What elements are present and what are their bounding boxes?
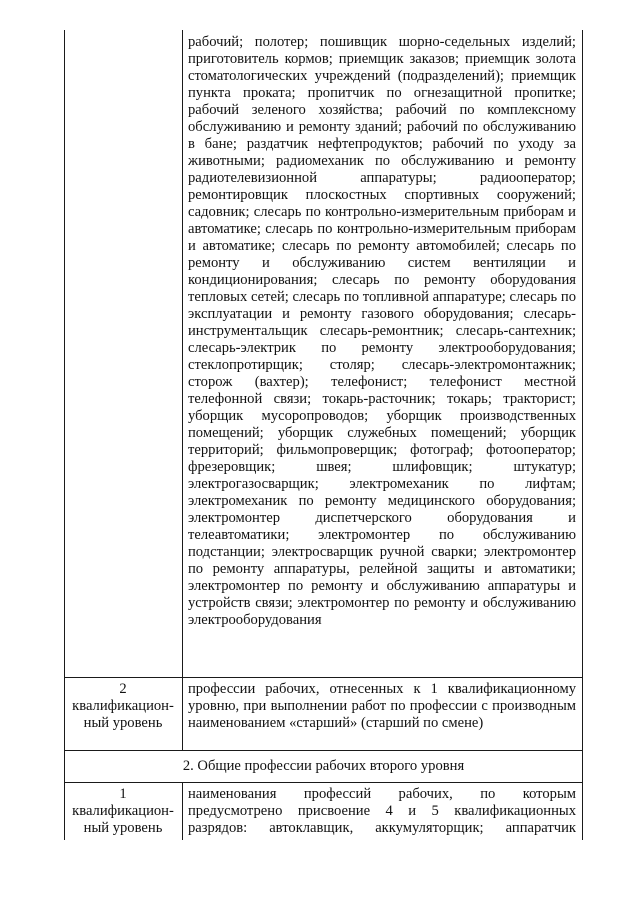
section-header: 2. Общие профессии рабочих второго уровня [182, 758, 465, 774]
row2-level-number: 2 [119, 681, 127, 697]
row2-level-label-2: ный уровень [83, 715, 163, 731]
row2-qualification-level [66, 681, 180, 732]
row3-professions-text: наименования профессий рабочих, по которым предусмотрено присвоение 4 и 5 квалификационных разрядов: автоклавщик, аккумуляторщик; аппаратчик [188, 786, 576, 836]
row3-level-label-2: ный уровень [83, 820, 163, 836]
row2-level-label-1: квалификацион- [72, 698, 174, 714]
row3-level-number: 1 [119, 786, 127, 802]
row-divider-3 [64, 782, 583, 783]
row3-qualification-level [66, 786, 180, 837]
table-left-border [64, 30, 65, 840]
row-divider-1 [64, 677, 583, 678]
row-divider-2 [64, 750, 583, 751]
row2-professions-text: профессии рабочих, отнесенных к 1 квалификационному уровню, при выполнении работ по профессии с производным наименованием «старший» (старший по смене) [188, 681, 576, 731]
row3-level-label-1: квалификацион- [72, 803, 174, 819]
column-divider-bottom [182, 782, 183, 840]
row1-professions-text: рабочий; полотер; пошивщик шорно-седельных изделий; приготовитель кормов; приемщик заказов; приемщик золота стоматологических учреждений (подразделений); приемщик пункта проката; пропитчик по огнезащитной пропитке; рабочий зеленого хозяйства; рабочий по комплексному обслуживанию и ремонту зданий; рабочий по обслуживанию в бане; раздатчик нефтепродуктов; рабочий по уходу за животными; радиомеханик по обслуживанию и ремонту радиотелевизионной аппаратуры; радиооператор; ремонтировщик плоскостных спортивных сооружений; садовник; слесарь по контрольно-измерительным приборам и автоматике; слесарь по контрольно-измерительным приборам и автоматике; слесарь по ремонту автомобилей; слесарь по ремонту и обслуживанию систем вентиляции и кондиционирования; слесарь по ремонту оборудования тепловых сетей; слесарь по топливной аппаратуре; слесарь по эксплуатации и ремонту газового оборудования; слесарь-инструментальщик слесарь-ремонтник; слесарь-сантехник; слесарь-электрик по ремонту электрооборудования; стеклопротирщик; столяр; слесарь-электромонтажник; сторож (вахтер); телефонист; телефонист местной телефонной связи; токарь-расточник; токарь; тракторист; уборщик мусоропроводов; уборщик производственных помещений; уборщик служебных помещений; уборщик территорий; фильмопроверщик; фотограф; фотооператор; фрезеровщик; швея; шлифовщик; штукатур; электрогазосварщик; электромеханик по лифтам; электромеханик по ремонту медицинского оборудования; электромонтер диспетчерского оборудования и телеавтоматики; электромонтер по обслуживанию подстанции; электросварщик ручной сварки; электромонтер по ремонту аппаратуры, релейной защиты и автоматики; электромонтер по ремонту и обслуживанию аппаратуры и устройств связи; электромонтер по ремонту и обслуживанию электрооборудования [188, 34, 576, 628]
table-right-border [582, 30, 583, 840]
column-divider-top [182, 30, 183, 750]
